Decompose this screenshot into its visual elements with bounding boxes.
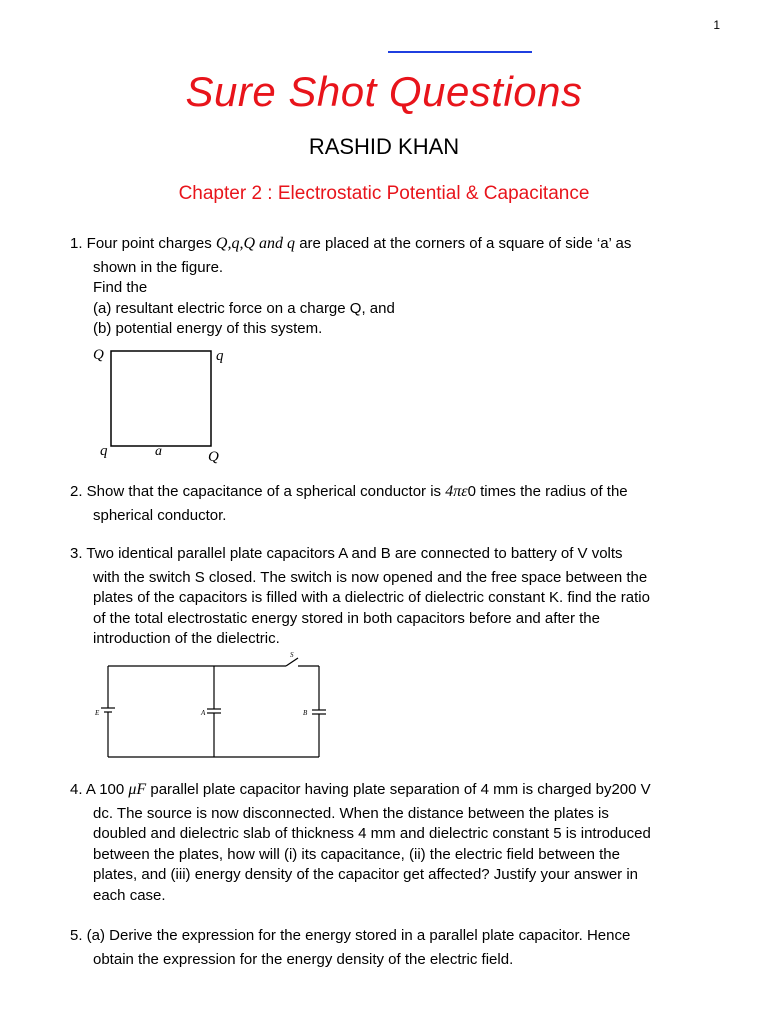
switch-label: S (290, 651, 294, 659)
capacitor-a-label: A (201, 709, 206, 717)
question-4-line-2: dc. The source is now disconnected. When the distance between the plates is (93, 804, 609, 822)
battery-label: E (95, 709, 100, 717)
capacitor-circuit-figure (90, 648, 330, 768)
question-3 (70, 544, 730, 650)
square-charges-figure (85, 340, 245, 475)
charge-label-top-left: Q (93, 347, 104, 363)
header-rule (388, 51, 532, 53)
charge-label-top-right: q (216, 348, 224, 364)
question-1-line-3: Find the (93, 279, 148, 296)
chapter-heading: Chapter 2 : Electrostatic Potential & Capacitance (178, 183, 590, 204)
charge-label-bottom-right: Q (208, 449, 219, 465)
question-2-symbol: 4πε (445, 483, 468, 500)
question-3-line-3: plates of the capacitors is filled with a dielectric of dielectric constant K. find the ratio (93, 589, 650, 606)
question-2 (70, 482, 730, 526)
question-1-part-b: (b) potential energy of this system. (93, 320, 323, 337)
capacitor-b-label: B (303, 709, 308, 717)
question-3-line-4: of the total electrostatic energy stored in both capacitors before and after the (93, 609, 600, 627)
question-1-charges: Q,q,Q and q (215, 235, 296, 252)
question-3-line-1: 3. Two identical parallel plate capacitors A and B are connected to battery of V volts (70, 545, 623, 562)
page-number: 1 (713, 18, 720, 32)
author-name: RASHID KHAN (308, 134, 460, 159)
question-4-line-6: each case. (93, 886, 166, 904)
charge-label-bottom-left: q (100, 443, 108, 459)
question-4-line-5: plates, and (iii) energy density of the capacitor get affected? Justify your answer in (93, 866, 639, 883)
question-1 (70, 234, 730, 340)
question-5-line-1: 5. (a) Derive the expression for the energy stored in a parallel plate capacitor. Hence (70, 927, 631, 944)
question-4 (70, 780, 730, 906)
question-1-line-2: shown in the figure. (93, 258, 224, 276)
question-3-line-2: with the switch S closed. The switch is now opened and the free space between the (93, 568, 648, 586)
question-1-part-a: (a) resultant electric force on a charge Q, and (93, 299, 395, 317)
question-1-line-1: 1. Four point charges Q,q,Q and q are placed at the corners of a square of side ‘a’ as (70, 235, 632, 252)
question-2-line-1: 2. Show that the capacitance of a spherical conductor is 4πε0 times the radius of the (70, 483, 628, 500)
question-4-line-4: between the plates, how will (i) its capacitance, (ii) the electric field between the (93, 845, 620, 863)
question-5 (70, 926, 730, 970)
question-3-line-5: introduction of the dielectric. (93, 630, 280, 647)
square-outline (111, 351, 211, 446)
question-4-line-3: doubled and dielectric slab of thickness 4 mm and dielectric constant 5 is introduced (93, 825, 651, 842)
document-title: Sure Shot Questions (185, 68, 583, 115)
question-5-line-2: obtain the expression for the energy density of the electric field. (93, 950, 514, 968)
question-4-unit: μF (128, 781, 147, 798)
switch-blade (286, 658, 298, 666)
question-2-line-2: spherical conductor. (93, 506, 227, 524)
question-4-line-1: 4. A 100 μF parallel plate capacitor having plate separation of 4 mm is charged by200 V (70, 781, 651, 798)
side-label: a (155, 444, 162, 459)
